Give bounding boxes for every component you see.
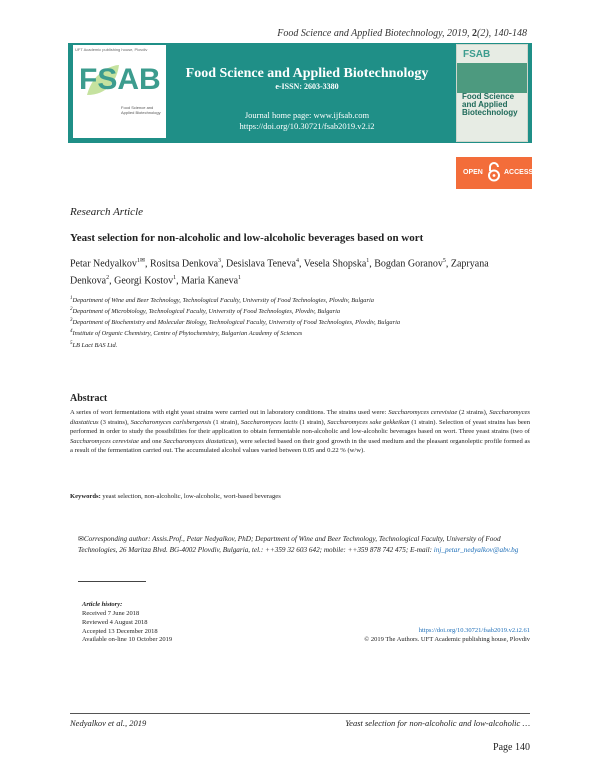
affiliation-marker: 5 <box>70 340 73 346</box>
footer-divider <box>70 713 530 714</box>
author-name: Bogdan Goranov <box>374 258 443 270</box>
abstract-heading: Abstract <box>70 393 108 404</box>
keywords-label: Keywords: <box>70 493 101 500</box>
envelope-icon: ✉ <box>78 535 84 543</box>
affiliation-marker: 3 <box>70 318 73 324</box>
abstract-fragment: and one <box>138 437 164 445</box>
author-affiliation-marker: 3 <box>218 258 222 264</box>
page-number: Page 140 <box>493 742 530 753</box>
abstract-fragment: (1 strain), <box>211 418 241 426</box>
abstract-text <box>70 408 530 456</box>
journal-citation-volume: 2 <box>472 28 477 39</box>
affiliation-marker: 4 <box>70 329 73 335</box>
banner-issn: e-ISSN: 2603-3380 <box>275 82 339 91</box>
affiliation-text: Department of Wine and Beer Technology, Technological Faculty, University of Food Technologies, Plovdiv, Bulgaria <box>72 297 374 305</box>
author-affiliation-marker: 5 <box>442 258 446 264</box>
species-name: Saccharomyces cerevisiae <box>70 437 139 445</box>
open-lock-icon <box>487 162 501 182</box>
species-name: Saccharomyces sake gekkeikan <box>327 418 410 426</box>
author-name: Vesela Shopska <box>303 258 367 270</box>
author-affiliation-marker: 4 <box>295 258 299 264</box>
author-list: Petar Nedyalkov$^{1✉}$, Rositsa Denkova$^3$, Desislava Teneva$^4$, Vesela Shopska$^1$, Bogdan Goranov$^5$, Zapryana Denkova$^2$, Georgi Kostov$^1$, Maria Kaneva$^1$ <box>70 258 489 287</box>
author-name: Desislava Teneva <box>226 258 296 270</box>
affiliation-text: LB Lact BAS Ltd. <box>72 341 118 349</box>
abstract-fragment: (2 strains), <box>457 409 490 416</box>
author-affiliation-marker: 1 <box>173 275 177 282</box>
affiliation-text: Department of Biochemistry and Molecular Biology, Technological Faculty, University of Food Technologies, Plovdiv, Bulgaria <box>72 319 401 327</box>
journal-cover-image <box>456 44 528 142</box>
affiliation-item <box>70 327 530 338</box>
history-divider <box>78 581 146 582</box>
abstract-fragment: A series of wort fermentations with eight yeast strains were carried out in laboratory conditions. The strains used were: <box>70 409 389 416</box>
author-name: Rositsa Denkova <box>149 258 219 270</box>
open-access-access: ACCESS <box>504 169 534 176</box>
banner-links <box>168 110 446 132</box>
cover-logo: FSAB <box>463 49 491 60</box>
abstract-fragment: ), were selected based on their good growth in the used medium and the pleasant organoleptic profile formed as a result of the fermentation carried out. The accumulated alcohol values varied between 0.05 and 0.22 % (w/w). <box>70 437 530 454</box>
species-name: Saccharomyces diastaticus <box>70 409 530 426</box>
author-affiliation-marker: 1 <box>366 258 370 264</box>
affiliation-list <box>70 294 530 350</box>
journal-citation-name: Food Science and Applied Biotechnology <box>277 28 442 39</box>
article-title: Yeast selection for non-alcoholic and low-alcoholic beverages based on wort <box>70 232 424 244</box>
author-affiliation-marker: 1✉ <box>136 258 145 264</box>
logo-subtext: Food Science and Applied Biotechnology <box>121 105 161 115</box>
affiliation-item <box>70 316 530 327</box>
keywords <box>70 493 281 500</box>
affiliation-item <box>70 294 530 305</box>
affiliation-marker: 1 <box>70 296 73 301</box>
affiliation-marker: 2 <box>70 307 73 313</box>
author-name: Georgi Kostov <box>114 275 174 287</box>
article-history <box>82 610 172 645</box>
open-access-open: OPEN <box>463 169 483 176</box>
cover-band <box>457 63 527 93</box>
copyright: © 2019 The Authors. UFT Academic publishing house, Plovdiv <box>364 636 530 643</box>
author-affiliation-marker: 2 <box>106 275 110 282</box>
keywords-text: yeast selection, non-alcoholic, low-alcoholic, wort-based beverages <box>100 493 281 500</box>
journal-citation-year: , 2019, <box>442 28 472 39</box>
author-name: Zapryana Denkova <box>70 258 489 287</box>
journal-doi-link[interactable]: https://doi.org/10.30721/fsab2019.v2.i2 <box>239 121 375 131</box>
article-history-heading: Article history: <box>82 601 123 608</box>
history-item: Accepted 13 December 2018 <box>82 627 158 635</box>
logo-text: FSAB <box>79 63 161 96</box>
affiliation-text: Institute of Organic Chemistry, Centre of Phytochemistry, Bulgarian Academy of Sciences <box>72 330 303 338</box>
abstract-fragment: (3 strains), <box>98 418 131 426</box>
species-name: Saccharomyces lactis <box>240 418 298 426</box>
cover-title: Food Science and Applied Biotechnology <box>462 92 518 117</box>
journal-citation-issue-pages: (2), 140-148 <box>477 28 527 39</box>
species-name: Saccharomyces carlsbergensis <box>130 418 212 426</box>
abstract-fragment: (1 strain), <box>297 418 328 426</box>
species-name: Saccharomyces diastaticus <box>163 437 235 445</box>
logo-publisher-text: UFT Academic publishing house, Plovdiv <box>75 47 148 52</box>
article-doi-link[interactable]: https://doi.org/10.30721/fsab2019.v2.i2.61 <box>418 627 530 634</box>
article-type: Research Article <box>70 206 144 218</box>
corresponding-author-text: Corresponding author: Assis.Prof., Petar Nedyalkov, PhD; Department of Wine and Beer Technology, Technological Faculty, University of Food Technologies, 26 Maritza Blvd. BG-4002 Plovdiv, Bulgaria, tel.: ++359 32 603 642; mobile: ++359 878 742 475; E-mail: <box>78 535 501 554</box>
abstract-fragment: (1 strain). Selection of yeast strains has been performed in order to study the possibilities for their application to obtain fermentable non-alcoholic and low-alcoholic beverages based on wort. Three yeast strains (two of <box>70 418 531 435</box>
author-affiliation-marker: 1 <box>238 275 242 282</box>
history-item: Received 7 June 2018 <box>82 610 140 617</box>
footer-right: Yeast selection for non-alcoholic and low-alcoholic … <box>345 718 530 728</box>
author-name: Maria Kaneva <box>181 275 239 287</box>
journal-homepage-link[interactable]: Journal home page: www.ijfsab.com <box>244 110 370 120</box>
affiliation-item <box>70 339 530 350</box>
corresponding-author <box>78 534 530 555</box>
banner-title: Food Science and Applied Biotechnology <box>185 66 429 81</box>
author-email-link[interactable]: inj_petar_nedyalkov@abv.bg <box>433 545 519 554</box>
fsab-logo <box>73 45 166 138</box>
history-item: Reviewed 4 August 2018 <box>82 618 148 626</box>
history-item: Available on-line 10 October 2019 <box>82 636 173 644</box>
open-access-badge <box>456 157 532 189</box>
affiliation-item <box>70 305 530 316</box>
journal-citation <box>277 28 527 39</box>
footer-left: Nedyalkov et al., 2019 <box>70 718 147 728</box>
affiliation-text: Department of Microbiology, Technological Faculty, University of Food Technologies, Plovdiv, Bulgaria <box>72 308 341 316</box>
species-name: Saccharomyces cerevisiae <box>388 409 458 416</box>
author-name: Petar Nedyalkov <box>70 258 137 270</box>
